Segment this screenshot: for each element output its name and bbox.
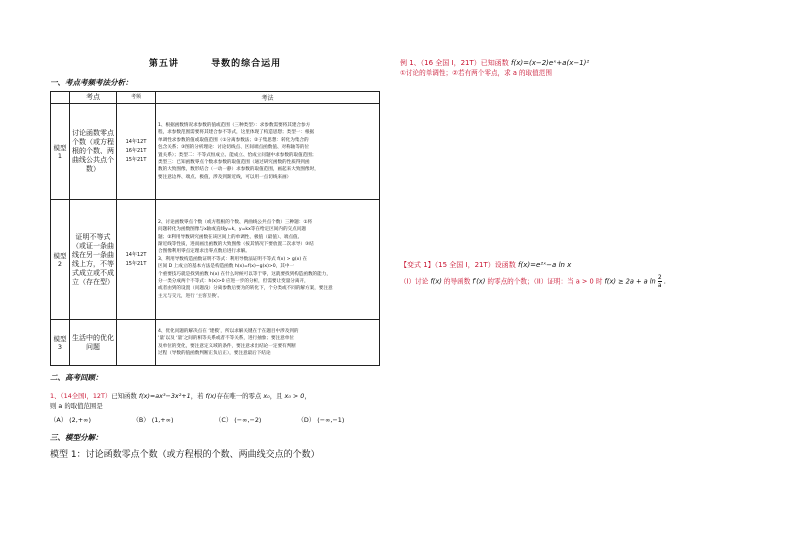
method-line: 合图像利用零点定理求出零点数后进行求解。: [158, 249, 250, 255]
year-tag: 14年12T: [125, 139, 147, 145]
table-row: [51, 104, 380, 200]
table-header-blank: [51, 92, 70, 104]
model-label: 模型3: [51, 320, 70, 366]
variant-label: 【变式 1】（15 全国 I，21T）设函数: [400, 261, 516, 269]
variant-text: 的零点的个数；（II）证明：当 a > 0 时: [487, 277, 603, 286]
method-line: 2、讨论函数零点个数（或方程根的个数、两曲线公共点个数）三种题：①将: [158, 219, 313, 225]
section-3-heading: 三、模型分解：: [50, 433, 103, 442]
model-label: 模型2: [51, 200, 70, 320]
method-cell: [156, 320, 380, 366]
method-line: 题；②利用导数研究函数在该区间上的单调性、极值（最值）、端点值、: [158, 234, 303, 240]
option-c: （C） (−∞,−2): [215, 416, 262, 424]
answer-options: [50, 415, 380, 424]
point-cell: 生活中的优化问题: [70, 320, 117, 366]
year-cell: [117, 104, 156, 200]
method-line: 要注意边界、端点、极值，涉及到渐近线，可以用一点切线来画）: [158, 174, 292, 180]
method-line: 问题转化为函数图像与x轴或直线y=k，y=kx等在给定区间内的交点问题: [158, 227, 306, 233]
variant-text: 的导函数: [443, 277, 471, 286]
method-cell: [156, 104, 380, 200]
fraction-denominator: a: [657, 282, 662, 289]
method-line: 或者由到的设置（问题没）分离参数后要为的转化下，个分类或不同的解方案，要注意: [158, 286, 333, 292]
model-label: 模型1: [51, 104, 70, 200]
method-line: 包含关系；③图的分析理论：讨论切线点、区间端点函数值、对称轴等的位: [158, 145, 310, 151]
example-subquestions: ①讨论的单调性；②若有两个零点，求 a 的取值范围: [400, 69, 552, 77]
method-cell: [156, 200, 380, 320]
exam-analysis-table: [50, 91, 380, 366]
option-b: （B） (1,+∞): [132, 416, 174, 424]
section-1-heading: 一、考点考频考法分析：: [50, 78, 133, 87]
example-block: [400, 58, 770, 78]
fraction: [658, 274, 662, 289]
variant-text: .: [663, 277, 666, 286]
table-header-point: 考点: [70, 92, 117, 104]
lecture-topic: 导数的综合运用: [211, 59, 282, 69]
question-x0: x₀: [263, 392, 270, 400]
method-line: ‘量’以及 ‘量’之间的相等关系或者不等关系，进行抽象；要注意单位: [158, 336, 294, 342]
review-question: [50, 391, 380, 411]
lecture-number: 第五讲: [148, 59, 179, 69]
table-header-frequency: 考频: [117, 92, 156, 104]
option-a: （A） (2,+∞): [50, 416, 91, 424]
section-2-heading: 二、高考回顾：: [50, 373, 103, 382]
question-text: ，若: [190, 392, 204, 400]
fraction-numerator: 2: [657, 274, 662, 281]
point-cell: 证明不等式（或证一条曲线在另一条曲线上方，不等式成立或不成立（存在型）: [70, 200, 117, 320]
question-fx: f(x): [205, 392, 217, 400]
table-row: [51, 200, 380, 320]
question-function: f(x)=ax³−3x²+1: [138, 392, 191, 400]
table-row: [51, 320, 380, 366]
page-title: [50, 56, 380, 69]
question-condition: x₀ > 0: [284, 392, 305, 400]
year-tag: 14年12T: [125, 251, 147, 258]
method-line: 4、优化问题的解决点在 ‘建模’，所以求解关键在于在题目中涉及到的: [158, 328, 299, 334]
variant-1: [400, 260, 780, 270]
method-line: 分一类分成两个不等式：h(x)>0 应进一步的分析，但需要让变量分离开，: [158, 279, 309, 285]
method-line: 及单位的变化，要注意定义域的条件，要注意求出结论一定要有判断: [158, 343, 296, 349]
question-text: 已知函数: [111, 392, 137, 400]
method-line: 过程（导数的值函数判断正负后正），要注意最后下结论: [158, 350, 271, 356]
method-line: 区间 D 上成立的基本方法是构造函数 h(x)=f(x)−g(x)>0，其中一: [158, 264, 295, 270]
variant-subquestions: [400, 274, 780, 289]
point-cell: 讨论函数零点个数（或方程根的个数、两曲线公共点个数）: [70, 104, 117, 200]
method-line: 类型三：已知函数零点个数求参数的取值范围（通过研究函数的性质得到函: [158, 159, 310, 165]
year-tag: 16年21T: [125, 148, 147, 154]
variant-function: f(x)=e²ˣ−a ln x: [518, 261, 572, 269]
method-line: 程，求参数范围需要将其建合参不等式，这里体现了构造思想；类型一：根据: [158, 130, 315, 136]
method-line: 置关系）；类型二：不等式恒成立、能成立、恰成立问题中求参数的取值范围；: [158, 152, 317, 158]
year-tag: 15年21T: [125, 157, 147, 163]
year-tag: 15年21T: [125, 260, 147, 267]
example-1: [400, 58, 770, 68]
variant-text: （I）讨论: [400, 277, 429, 286]
method-line: 1、根据函数情况求参数的值或范围（三种类型）：求参数需要将其建合参方: [158, 122, 311, 128]
method-line: 个重要技巧就是找到函数 h(x) 在什么时候可以等于零，这就要找到构造函数的能力，: [158, 271, 331, 277]
method-line: 渐近线等性质，进而画出函数的大致图像（按其情况下要放置二次求导）③结: [158, 241, 314, 247]
model-1-heading: 模型 1：讨论函数零点个数（或方程根的个数、两曲线交点的个数）: [50, 450, 320, 460]
question-text: ，: [304, 392, 311, 400]
table-header-method: 考法: [156, 92, 380, 104]
question-text: ，且: [269, 392, 283, 400]
example-function: f(x)=(x−2)eˣ+a(x−1)²: [511, 59, 590, 67]
method-line: 单调性求参数的值或取值范围（①分离参数法；②子集思想：转化为集合的: [158, 137, 309, 143]
year-cell: [117, 320, 156, 366]
variant-inequality: f(x) ≥ 2a + a ln: [604, 277, 656, 286]
method-line: 主元与交元，进行 ‘主客互换’。: [158, 293, 223, 299]
method-line: 数的大致图像，数形结合（一动一静）求参数的取值范围，画起来大致图像时，: [158, 167, 319, 173]
method-line: 3、利用导数构造函数证明不等式：利用导数法证明不等式 f(x) > g(x) 在: [158, 256, 308, 262]
question-source: 1、（14全国Ⅰ，12T）: [50, 392, 112, 400]
table-header-row: [51, 92, 380, 104]
year-cell: [117, 200, 156, 320]
question-text: 存在唯一的零点: [216, 392, 262, 400]
left-column: [50, 50, 380, 460]
variant-derivative: f′(x): [472, 277, 486, 286]
variant-block: [400, 260, 780, 289]
example-label: 例 1、（16 全国 I，21T）已知函数: [400, 59, 509, 67]
question-ask: 则 a 的取值范围是: [50, 402, 103, 410]
option-d: （D） (−∞,−1): [297, 416, 345, 424]
variant-fx: f(x): [430, 277, 442, 286]
